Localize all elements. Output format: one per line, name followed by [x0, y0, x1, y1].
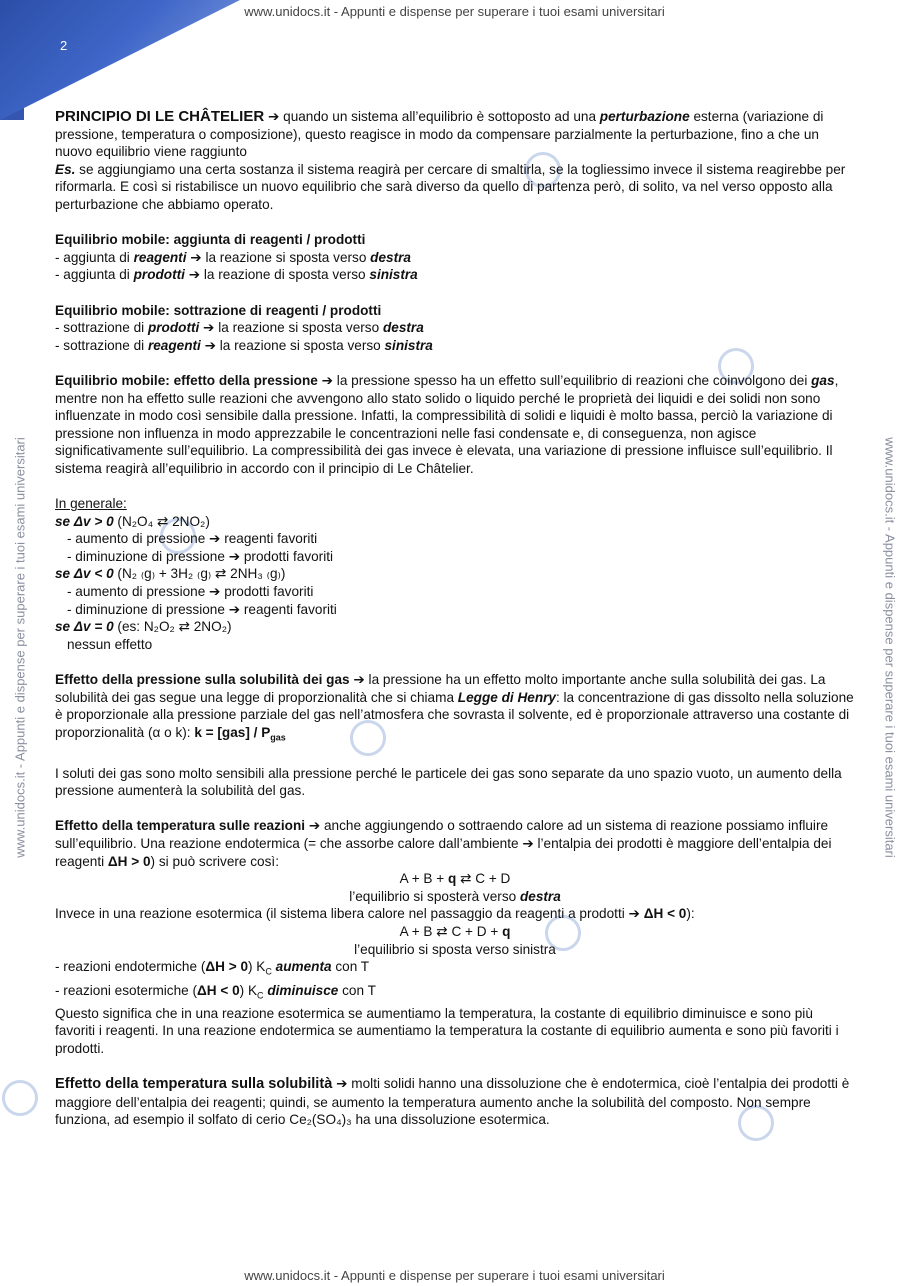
rule-endothermic: - reazioni endotermiche (ΔH > 0) $K_C$ aumenta con T: [55, 959, 370, 977]
generale-label: In generale:: [55, 496, 127, 512]
case-2-b: - diminuzione di pressione ➔ reagenti favoriti: [67, 601, 337, 617]
case-3-heading: se Δv = 0 (es: N₂O₂ ⇄ 2NO₂): [55, 619, 232, 635]
equation-endothermic: A + B + q ⇄ C + D: [399, 871, 511, 887]
temperatura-paragraph: Effetto della temperatura sulle reazioni ➔ anche aggiungendo o sottraendo calore ad un sistema di reazione possiamo influire sull’equilibrio. Una reazione endotermica (= che assorbe calore dall’ambiente ➔ l’entalpia dei prodotti è maggiore dell’entalpia dei reagenti ΔH > 0) si può scrivere così:: [55, 818, 832, 869]
watermark-top: www.unidocs.it - Appunti e dispense per superare i tuoi esami universitari: [244, 4, 665, 19]
temperatura-conclusion: Questo significa che in una reazione esotermica se aumentiamo la temperatura, la costante di equilibrio diminuisce e sono più favoriti i reagenti. In una reazione endotermica se aumentiamo la temperatura la costante di equilibrio aumenta e sono più favoriti i prodotti.: [55, 1005, 839, 1057]
temperatura-title: Effetto della temperatura sulle reazioni: [55, 818, 306, 834]
aggiunta-title: Equilibrio mobile: aggiunta di reagenti / prodotti: [55, 232, 366, 248]
watermark-left: www.unidocs.it - Appunti e dispense per superare i tuoi esami universitari: [12, 437, 28, 858]
case-1-a: - aumento di pressione ➔ reagenti favoriti: [67, 531, 318, 547]
solubilita-gas-paragraph-2: I soluti dei gas sono molto sensibili alla pressione perché le particele dei gas sono separate da uno spazio vuoto, un aumento della pressione aumenterà la solubilità del gas.: [55, 765, 842, 799]
watermark-right: www.unidocs.it - Appunti e dispense per superare i tuoi esami universitari: [882, 437, 898, 858]
sottrazione-title: Equilibrio mobile: sottrazione di reagenti / prodotti: [55, 302, 382, 318]
solubilita-gas-title: Effetto della pressione sulla solubilità dei gas: [55, 672, 350, 687]
case-1-b: - diminuzione di pressione ➔ prodotti favoriti: [67, 548, 334, 564]
pressione-paragraph: Equilibrio mobile: effetto della pressione ➔ la pressione spesso ha un effetto sull’equilibrio di reazioni che coinvolgono dei gas, mentre non ha effetto sulle reazioni che avvengono allo stato solido o liquido perché le proprietà dei liquidi e dei solidi non sono influenzate in modo così sensibile dalla pressione. Infatti, la compressibilità di solidi e liquidi è molto bassa, perciò la variazione di pressione non influenza in modo apprezzabile le concentrazioni nelle fasi condensate e, di conseguenza, non agisce significativamente sull’equilibrio. La compressibilità dei gas invece è elevata, una variazione di pressione influisce sull’equilibrio. Il sistema reagirà all’equilibrio in accordo con il principio di Le Châtelier.: [55, 372, 839, 476]
sottrazione-line-2: - sottrazione di reagenti ➔ la reazione si sposta verso sinistra: [55, 337, 433, 353]
chatelier-paragraph: PRINCIPIO DI LE CHÂTELIER ➔ quando un sistema all’equilibrio è sottoposto ad una perturbazione esterna (variazione di pressione, temperatura o composizione), questo reagisce in modo da compensare parzialmente la perturbazione, fino a che un nuovo equilibrio viene raggiunto: [55, 108, 824, 160]
equation-exothermic-note: l’equilibrio si sposta verso sinistra: [354, 941, 556, 957]
temp-solubilita-paragraph: Effetto della temperatura sulla solubilità ➔ molti solidi hanno una dissoluzione che è endotermica, cioè l’entalpia dei prodotti è maggiore dell’entalpia dei reagenti; quindi, se aumento la temperatura aumento anche la solubilità del composto. Non sempre funziona, ad esempio il solfato di cerio Ce₂(SO₄)₃ ha una dissoluzione esotermica.: [55, 1076, 850, 1128]
case-2-a: - aumento di pressione ➔ prodotti favoriti: [67, 584, 314, 600]
solubilita-gas-paragraph: Effetto della pressione sulla solubilità dei gas ➔ la pressione ha un effetto molto importante anche sulla solubilità dei gas. La solubilità dei gas segue una legge di proporzionalità che si chiama Legge di Henry: la concentrazione di gas dissolto nella soluzione è proporzionale alla pressione parziale del gas nell’atmosfera che sovrasta il solvente, ed è proporzionale attraverso una costante di proporzionalità (α o k): $k = [gas] / P_{gas}$: [55, 672, 854, 743]
watermark-logo-icon: [2, 1080, 38, 1116]
aggiunta-line-2: - aggiunta di prodotti ➔ la reazione di sposta verso sinistra: [55, 267, 418, 283]
case-2-heading: se Δv < 0 (N₂ ₍g₎ + 3H₂ ₍g₎ ⇄ 2NH₃ ₍g₎): [55, 566, 286, 582]
equation-exothermic: A + B ⇄ C + D + q: [399, 924, 511, 940]
case-3-a: nessun effetto: [67, 636, 153, 652]
aggiunta-line-1: - aggiunta di reagenti ➔ la reazione si sposta verso destra: [55, 249, 411, 265]
equation-endothermic-note: l’equilibrio si sposterà verso destra: [349, 888, 561, 904]
sottrazione-line-1: - sottrazione di prodotti ➔ la reazione si sposta verso destra: [55, 320, 424, 336]
rule-exothermic: - reazioni esotermiche (ΔH < 0) $K_C$ diminuisce con T: [55, 982, 376, 1001]
esotermica-line: Invece in una reazione esotermica (il sistema libera calore nel passaggio da reagenti a prodotti ➔ ΔH < 0):: [55, 906, 695, 922]
case-1-heading: se Δv > 0 (N₂O₄ ⇄ 2NO₂): [55, 513, 210, 529]
watermark-bottom: www.unidocs.it - Appunti e dispense per superare i tuoi esami universitari: [244, 1268, 665, 1283]
temp-solubilita-title: Effetto della temperatura sulla solubilità: [55, 1076, 333, 1093]
page-number: 2: [60, 38, 68, 53]
chatelier-title: PRINCIPIO DI LE CHÂTELIER: [55, 108, 265, 125]
pressione-title: Equilibrio mobile: effetto della pressione: [55, 372, 318, 388]
document-body: [55, 108, 855, 1129]
chatelier-example: Es. se aggiungiamo una certa sostanza il sistema reagirà per cercare di smaltirla, se la togliessimo invece il sistema reagirebbe per riformarla. E così si ristabilisce un nuovo equilibrio che sarà diverso da quello di partenza però, di solito, va nel verso opposto alla perturbazione che abbiamo operato.: [55, 161, 846, 212]
